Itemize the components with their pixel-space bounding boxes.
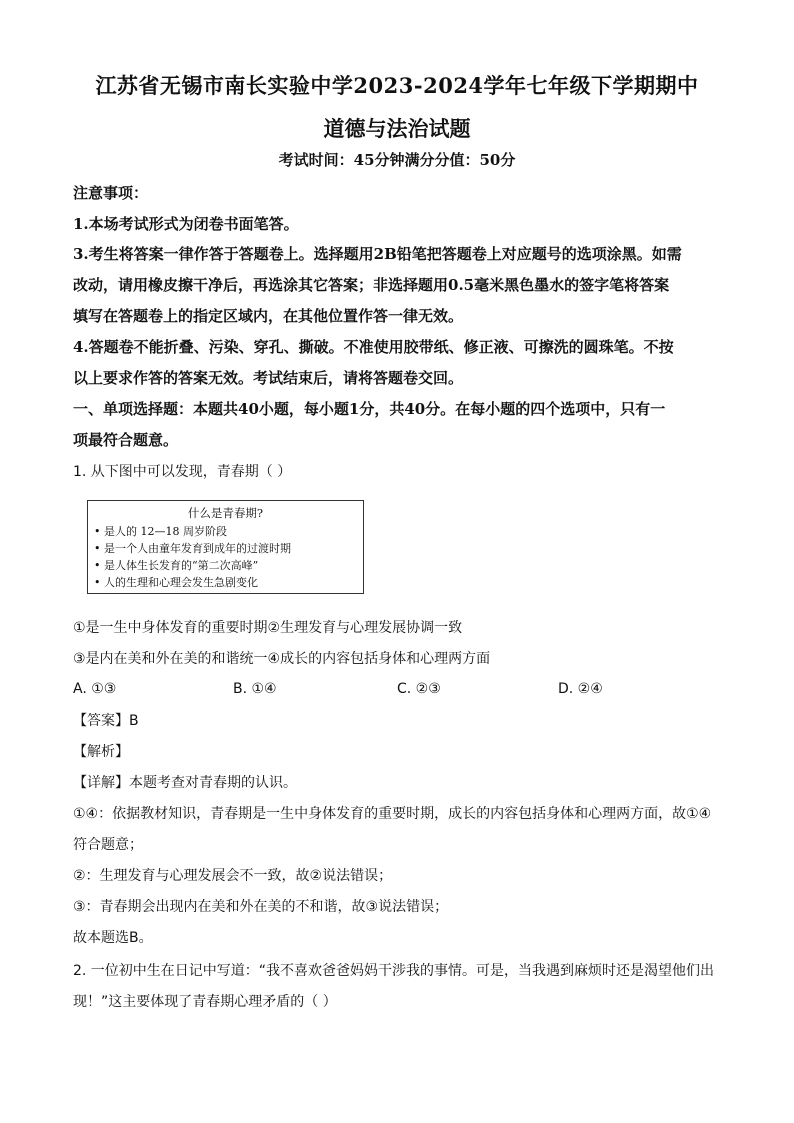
option-a: A. ①③ xyxy=(73,681,117,697)
figure-title: 什么是青春期? xyxy=(187,506,264,520)
notice-item-3-line1: 3.考生将答案一律作答于答题卷上。选择题用2B铅笔把答题卷上对应题号的选项涂黑。如需 xyxy=(73,245,682,263)
question-1-statements-line1: ①是一生中身体发育的重要时期②生理发育与心理发展协调一致 xyxy=(73,620,463,636)
explanation-1-line1: ①④：依据教材知识，青春期是一生中身体发育的重要时期，成长的内容包括身体和心理两方面，故①④ xyxy=(73,806,712,822)
answer-line: 【答案】B xyxy=(73,713,139,729)
question-1-statements-line2: ③是内在美和外在美的和谐统一④成长的内容包括身体和心理两方面 xyxy=(73,651,491,667)
explanation-1-line2: 符合题意； xyxy=(73,837,143,853)
exam-title-line1: 江苏省无锡市南长实验中学2023-2024学年七年级下学期期中 xyxy=(95,73,699,98)
figure-item: • 是人的 12—18 周岁阶段 xyxy=(94,525,227,538)
notice-item-3-line3: 填写在答题卷上的指定区域内，在其他位置作答一律无效。 xyxy=(73,307,464,325)
figure-item: • 是人体生长发育的“第二次高峰” xyxy=(94,559,259,572)
question-1-stem: 1. 从下图中可以发现，青春期（ ） xyxy=(73,464,292,480)
notice-item-3-line2: 改动，请用橡皮擦干净后，再选涂其它答案；非选择题用0.5毫米黑色墨水的签字笔将答案 xyxy=(73,276,670,294)
question-2-stem-line2: 现！”这主要体现了青春期心理矛盾的（ ） xyxy=(73,994,337,1010)
option-b: B. ①④ xyxy=(233,681,277,697)
detail-line: 【详解】本题考查对青春期的认识。 xyxy=(73,775,297,791)
notice-item-1: 1.本场考试形式为闭卷书面笔答。 xyxy=(73,215,299,233)
notice-heading: 注意事项： xyxy=(73,184,149,202)
figure-item: • 是一个人由童年发育到成年的过渡时期 xyxy=(94,542,291,555)
explanation-2: ②：生理发育与心理发展会不一致，故②说法错误； xyxy=(73,868,393,884)
analysis-label: 【解析】 xyxy=(73,744,129,760)
section-heading-line1: 一、单项选择题：本题共40小题，每小题1分，共40分。在每小题的四个选项中，只有一 xyxy=(73,400,666,418)
explanation-3: ③：青春期会出现内在美和外在美的不和谐，故③说法错误； xyxy=(73,899,449,915)
notice-item-4-line1: 4.答题卷不能折叠、污染、穿孔、撕破。不准使用胶带纸、修正液、可擦洗的圆珠笔。不按 xyxy=(73,338,674,356)
conclusion: 故本题选B。 xyxy=(73,930,153,946)
exam-info: 考试时间：45分钟满分分值：50分 xyxy=(278,151,516,169)
question-1-figure xyxy=(87,500,364,594)
option-d: D. ②④ xyxy=(558,681,603,697)
notice-item-4-line2: 以上要求作答的答案无效。考试结束后，请将答题卷交回。 xyxy=(73,369,464,387)
section-heading-line2: 项最符合题意。 xyxy=(73,431,179,449)
question-2-stem-line1: 2. 一位初中生在日记中写道：“我不喜欢爸爸妈妈干涉我的事情。可是，当我遇到麻烦时还是渴望他们出 xyxy=(73,963,715,979)
option-c: C. ②③ xyxy=(397,681,441,697)
exam-title-line2: 道德与法治试题 xyxy=(323,116,471,141)
figure-item: • 人的生理和心理会发生急剧变化 xyxy=(94,576,258,589)
